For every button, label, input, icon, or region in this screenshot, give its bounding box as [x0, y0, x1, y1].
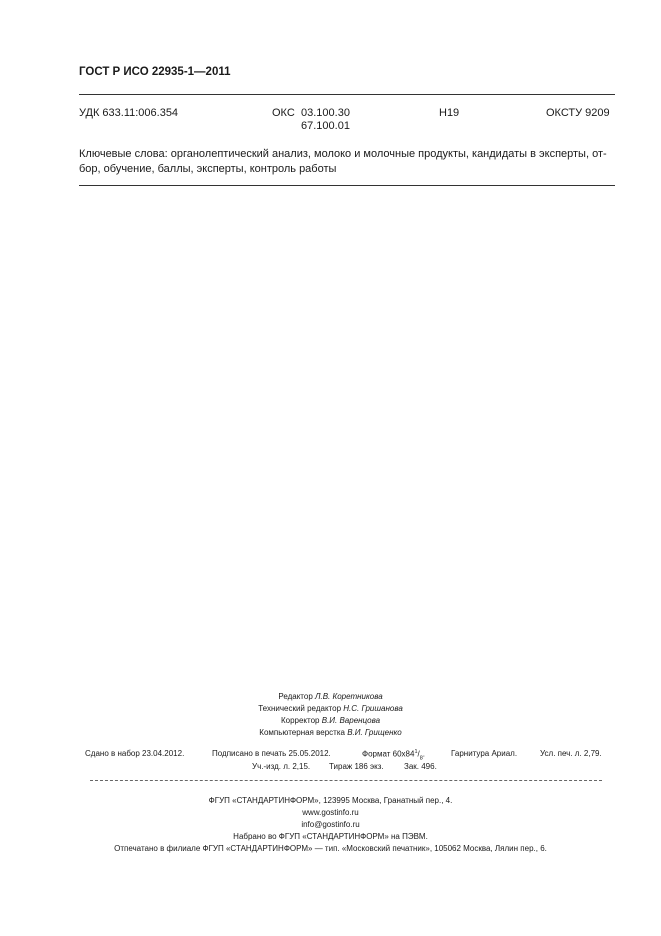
printer-info: [0, 795, 661, 855]
group-code: Н19: [439, 107, 460, 119]
okstu-code: ОКСТУ 9209: [546, 107, 610, 119]
top-rule: [79, 94, 615, 95]
typeset-note: Набрано во ФГУП «СТАНДАРТИНФОРМ» на ПЭВМ.: [233, 832, 428, 841]
divider: [90, 780, 602, 781]
credits-block: [0, 691, 661, 739]
set-date: Сдано в набор 23.04.2012.: [85, 749, 185, 758]
printer-contacts: [0, 807, 661, 831]
typeface: Гарнитура Ариал.: [451, 749, 518, 758]
keywords-rule: [79, 185, 615, 186]
oks-label: ОКС: [272, 107, 295, 119]
order-number: Зак. 496.: [404, 762, 437, 771]
printer-address: ФГУП «СТАНДАРТИНФОРМ», 123995 Москва, Гранатный пер., 4.: [208, 796, 453, 805]
print-sheets: Усл. печ. л. 2,79.: [540, 749, 602, 758]
credit-tech-editor: Технический редактор Н.С. Гришанова: [258, 704, 403, 713]
signed-date: Подписано в печать 25.05.2012.: [212, 749, 331, 758]
credit-corrector: Корректор В.И. Варенцова: [280, 716, 381, 725]
pub-sheets: Уч.-изд. л. 2,15.: [252, 762, 311, 771]
print-run: Тираж 186 экз.: [329, 762, 384, 771]
udk-code: УДК 633.11:006.354: [79, 107, 179, 119]
credit-editor: Редактор Л.В. Коретникова: [278, 692, 383, 701]
document-id: ГОСТ Р ИСО 22935-1—2011: [79, 66, 231, 78]
printed-at: Отпечатано в филиале ФГУП «СТАНДАРТИНФОРМ» — тип. «Московский печатник», 105062 Москва, Лялин пер., 6.: [114, 844, 547, 853]
oks-code-2: 67.100.01: [301, 120, 350, 132]
format: Формат $60х84^1/_8$.: [362, 749, 426, 762]
printer-email: info@gostinfo.ru: [301, 820, 360, 829]
credit-layout: Компьютерная верстка В.И. Грищенко: [259, 728, 402, 737]
keywords: Ключевые слова: органолептический анализ, молоко и молочные продукты, кандидаты в эксперты, от-бор, обучение, баллы, эксперты, контроль работы: [79, 148, 607, 175]
printer-website: www.gostinfo.ru: [302, 808, 359, 817]
oks-code-1: 03.100.30: [301, 107, 350, 119]
